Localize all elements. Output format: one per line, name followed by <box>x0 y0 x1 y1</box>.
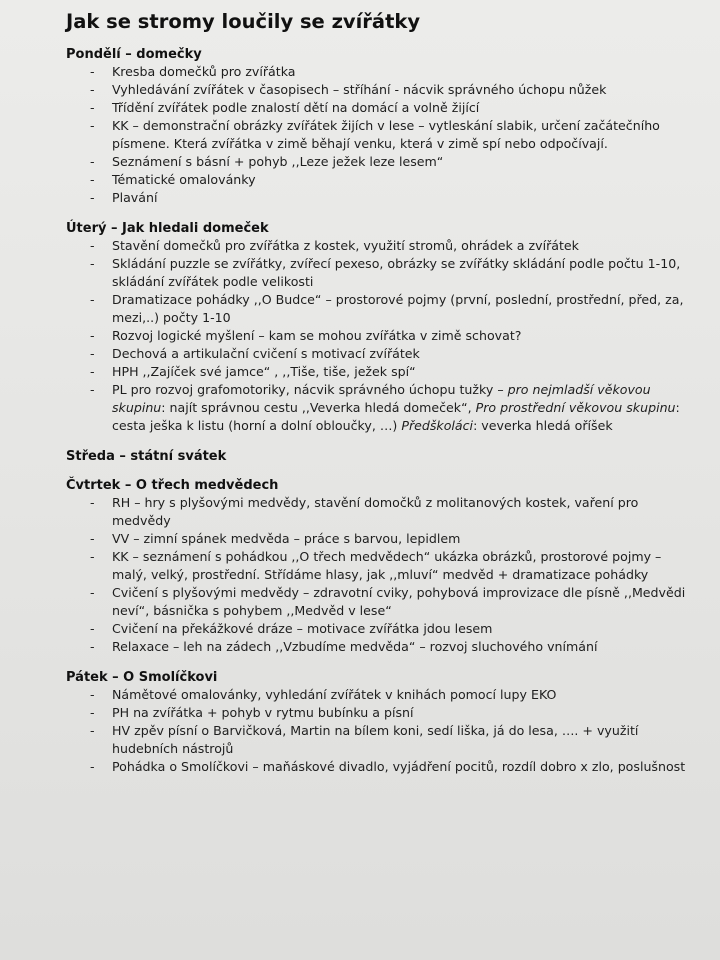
list-item <box>66 686 690 704</box>
dash-bullet: - <box>90 382 95 397</box>
dash-bullet: - <box>90 585 95 600</box>
list-item <box>66 237 690 255</box>
dash-bullet: - <box>90 100 95 115</box>
item-text: Cvičení s plyšovými medvědy – zdravotní cviky, pohybová improvizace dle písně ,,Medvědi neví“, básnička s pohybem ,,Medvěd v lese“ <box>112 585 686 618</box>
day-heading: Pondělí – domečky <box>66 47 202 62</box>
item-text: Námětové omalovánky, vyhledání zvířátek v knihách pomocí lupy EKO <box>112 687 557 702</box>
dash-bullet: - <box>90 154 95 169</box>
day-heading: Čvtrtek – O třech medvědech <box>66 478 279 493</box>
list-item <box>66 189 690 207</box>
list-item <box>66 255 690 291</box>
activity-list <box>66 237 690 435</box>
list-item <box>66 291 690 327</box>
italic-text: Pro prostřední věkovou skupinu <box>475 400 676 415</box>
list-item <box>66 345 690 363</box>
activity-list <box>66 63 690 207</box>
dash-bullet: - <box>90 328 95 343</box>
item-text: HPH ,,Zajíček své jamce“ , ,,Tiše, tiše, ježek spí“ <box>112 364 416 379</box>
item-text: KK – demonstrační obrázky zvířátek žijích v lese – vytleskání slabik, určení začátečního písmene. Která zvířátka v zimě běhají venku, která v zimě spí nebo odpočívají. <box>112 118 660 151</box>
italic-text: Předškoláci <box>401 418 474 433</box>
dash-bullet: - <box>90 82 95 97</box>
list-item <box>66 63 690 81</box>
list-item <box>66 704 690 722</box>
day-sections <box>66 47 690 776</box>
day-heading: Úterý – Jak hledali domeček <box>66 221 269 236</box>
list-item <box>66 153 690 171</box>
day-heading: Středa – státní svátek <box>66 449 227 464</box>
item-text: Dramatizace pohádky ,,O Budce“ – prostorové pojmy (první, poslední, prostřední, před, za, mezi,..) počty 1-10 <box>112 292 684 325</box>
dash-bullet: - <box>90 705 95 720</box>
list-item <box>66 363 690 381</box>
dash-bullet: - <box>90 238 95 253</box>
item-text: Vyhledávání zvířátek v časopisech – stříhání - nácvik správného úchopu nůžek <box>112 82 607 97</box>
list-item <box>66 117 690 153</box>
item-text: VV – zimní spánek medvěda – práce s barvou, lepidlem <box>112 531 461 546</box>
item-text: : cesta ješka k listu (horní a dolní obloučky, …) <box>112 400 680 433</box>
dash-bullet: - <box>90 364 95 379</box>
day-section <box>66 478 690 656</box>
item-text: Pohádka o Smolíčkovi – maňáskové divadlo, vyjádření pocitů, rozdíl dobro x zlo, poslušnost <box>112 759 686 774</box>
item-text: PH na zvířátka + pohyb v rytmu bubínku a písní <box>112 705 414 720</box>
list-item <box>66 494 690 530</box>
dash-bullet: - <box>90 759 95 774</box>
item-text: Relaxace – leh na zádech ,,Vzbudíme medvěda“ – rozvoj sluchového vnímání <box>112 639 598 654</box>
day-heading: Pátek – O Smolíčkovi <box>66 670 218 685</box>
dash-bullet: - <box>90 621 95 636</box>
item-text: Seznámení s básní + pohyb ,,Leze ježek leze lesem“ <box>112 154 444 169</box>
list-item <box>66 99 690 117</box>
dash-bullet: - <box>90 256 95 271</box>
item-text: Kresba domečků pro zvířátka <box>112 64 296 79</box>
item-text: Rozvoj logické myšlení – kam se mohou zvířátka v zimě schovat? <box>112 328 522 343</box>
dash-bullet: - <box>90 723 95 738</box>
dash-bullet: - <box>90 190 95 205</box>
item-text: : najít správnou cestu ,,Veverka hledá domeček“, <box>161 400 476 415</box>
document-title: Jak se stromy loučily se zvířátky <box>66 10 421 33</box>
list-item <box>66 548 690 584</box>
dash-bullet: - <box>90 172 95 187</box>
dash-bullet: - <box>90 687 95 702</box>
item-text: Cvičení na překážkové dráze – motivace zvířátka jdou lesem <box>112 621 493 636</box>
day-section <box>66 221 690 435</box>
list-item <box>66 381 690 435</box>
list-item <box>66 638 690 656</box>
day-section <box>66 47 690 207</box>
italic-text: pro nejmladší věkovou skupinu <box>112 382 651 415</box>
activity-list <box>66 686 690 776</box>
list-item <box>66 81 690 99</box>
activity-list <box>66 494 690 656</box>
item-text: Stavění domečků pro zvířátka z kostek, využití stromů, ohrádek a zvířátek <box>112 238 579 253</box>
dash-bullet: - <box>90 639 95 654</box>
dash-bullet: - <box>90 549 95 564</box>
list-item <box>66 722 690 758</box>
dash-bullet: - <box>90 346 95 361</box>
item-text: RH – hry s plyšovými medvědy, stavění domočků z molitanových kostek, vaření pro medvědy <box>112 495 639 528</box>
day-section <box>66 670 690 776</box>
item-text: Tématické omalovánky <box>112 172 256 187</box>
dash-bullet: - <box>90 292 95 307</box>
item-text: Třídění zvířátek podle znalostí dětí na domácí a volně žijící <box>112 100 480 115</box>
dash-bullet: - <box>90 64 95 79</box>
list-item <box>66 620 690 638</box>
item-text: Plavání <box>112 190 158 205</box>
item-text: Dechová a artikulační cvičení s motivací zvířátek <box>112 346 420 361</box>
list-item <box>66 758 690 776</box>
list-item <box>66 584 690 620</box>
item-text: PL pro rozvoj grafomotoriky, nácvik správného úchopu tužky – <box>112 382 508 397</box>
list-item <box>66 327 690 345</box>
dash-bullet: - <box>90 118 95 133</box>
day-section <box>66 449 690 464</box>
item-text: KK – seznámení s pohádkou ,,O třech medvědech“ ukázka obrázků, prostorové pojmy – malý, velký, prostřední. Střídáme hlasy, jak ,,mluví“ medvěd + dramatizace pohádky <box>112 549 662 582</box>
list-item <box>66 530 690 548</box>
list-item <box>66 171 690 189</box>
dash-bullet: - <box>90 531 95 546</box>
dash-bullet: - <box>90 495 95 510</box>
item-text: Skládání puzzle se zvířátky, zvířecí pexeso, obrázky se zvířátky skládání podle počtu 1-10, skládání zvířátek podle velikosti <box>112 256 681 289</box>
item-text: : veverka hledá oříšek <box>473 418 613 433</box>
item-text: HV zpěv písní o Barvičková, Martin na bílem koni, sedí liška, já do lesa, …. + využití hudebních nástrojů <box>112 723 639 756</box>
